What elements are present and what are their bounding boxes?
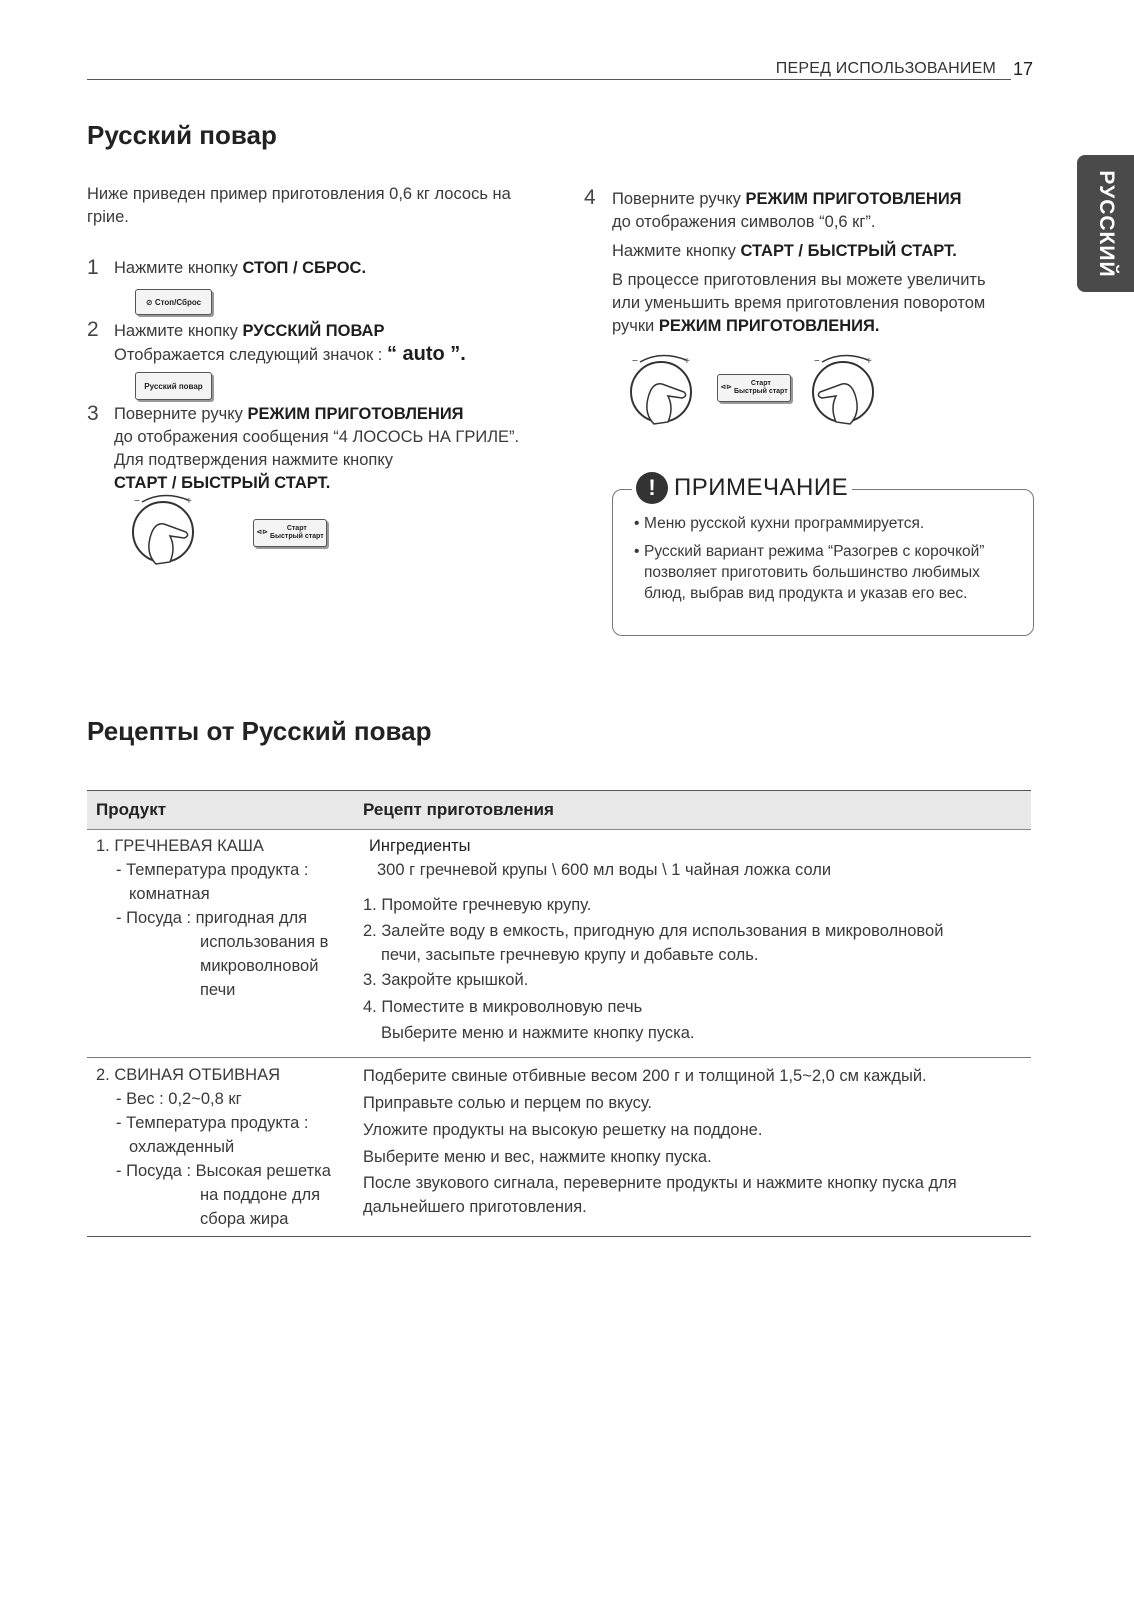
- product-title: 2. СВИНАЯ ОТБИВНАЯ: [96, 1066, 280, 1084]
- note-bullet: • Меню русской кухни программируется.: [634, 513, 1024, 534]
- step-4-para-3-prefix: ручки: [612, 317, 659, 335]
- step-4-line2: до отображения символов “0,6 кг”.: [612, 213, 876, 231]
- start-button-label-1: Старт: [750, 380, 771, 387]
- language-tab-label: РУССКИЙ: [1094, 169, 1118, 278]
- table-row-product: [96, 834, 356, 1002]
- note-header: [632, 472, 852, 504]
- stop-icon: ⊘: [145, 297, 155, 307]
- step-3-line2: до отображения сообщения “4 ЛОСОСЬ НА ГРИЛЕ”.: [114, 428, 520, 446]
- step-4-para-3-bold: РЕЖИМ ПРИГОТОВЛЕНИЯ.: [658, 317, 880, 335]
- table-row-product: [96, 1063, 356, 1231]
- step-4-line3-prefix: Нажмите кнопку: [612, 242, 741, 260]
- product-line: - Температура продукта :: [116, 861, 309, 879]
- recipe-step: 4. Поместите в микроволновую печь: [363, 998, 643, 1016]
- product-line: - Температура продукта :: [116, 1114, 309, 1132]
- step-3-bold: РЕЖИМ ПРИГОТОВЛЕНИЯ: [247, 405, 464, 423]
- start-icon: ⊲⊳: [256, 529, 270, 536]
- svg-text:−: −: [814, 356, 820, 367]
- product-line: на поддоне для: [200, 1186, 321, 1204]
- product-line: - Посуда : пригодная для: [116, 909, 308, 927]
- step-4-para-1: В процессе приготовления вы можете увеличить: [612, 271, 986, 289]
- step-1-prefix: Нажмите кнопку: [114, 259, 243, 277]
- auto-symbol: “ auto ”.: [386, 343, 466, 365]
- start-button-label-1: Старт: [286, 525, 307, 532]
- table-row-recipe: [363, 1063, 1023, 1219]
- recipe-step: Приправьте солью и перцем по вкусу.: [363, 1094, 652, 1112]
- warning-icon: !: [636, 472, 668, 504]
- start-button-label-2: Быстрый старт: [270, 533, 324, 540]
- recipe-step: 2. Залейте воду в емкость, пригодную для использования в микроволновой: [363, 922, 944, 940]
- step-3-line4: СТАРТ / БЫСТРЫЙ СТАРТ.: [114, 474, 331, 492]
- recipe-step: Выберите меню и вес, нажмите кнопку пуска.: [363, 1148, 712, 1166]
- svg-text:+: +: [866, 356, 872, 367]
- table-row-recipe: [363, 834, 1023, 1045]
- dial-knob-icon: [628, 352, 698, 430]
- recipe-step: 3. Закройте крышкой.: [363, 971, 529, 989]
- dial-knob-icon: [810, 352, 880, 430]
- recipe-step: После звукового сигнала, переверните продукты и нажмите кнопку пуска для: [363, 1174, 957, 1192]
- step-4-text: [612, 188, 1032, 338]
- step-2-line2: Отображается следующий значок :: [114, 346, 387, 364]
- table-bottom-rule: [87, 1236, 1031, 1237]
- header-rule: [87, 79, 1011, 80]
- step-4-line3-bold: СТАРТ / БЫСТРЫЙ СТАРТ.: [740, 242, 957, 260]
- step-3-line3: Для подтверждения нажмите кнопку: [114, 451, 393, 469]
- language-tab: [1077, 155, 1134, 292]
- dial-knob-icon: [130, 492, 200, 570]
- svg-text:−: −: [134, 496, 140, 507]
- step-2-prefix: Нажмите кнопку: [114, 322, 243, 340]
- note-body: [634, 513, 1024, 611]
- product-line: сбора жира: [200, 1210, 289, 1228]
- recipe-step: 1. Промойте гречневую крупу.: [363, 896, 592, 914]
- russian-chef-button: [135, 372, 212, 400]
- stop-reset-button-label: Стоп/Сброс: [154, 297, 202, 307]
- start-button-label-2: Быстрый старт: [734, 388, 788, 395]
- product-line: микроволновой: [200, 957, 319, 975]
- product-line: комнатная: [129, 885, 210, 903]
- running-header: ПЕРЕД ИСПОЛЬЗОВАНИЕМ: [775, 60, 996, 77]
- recipe-step: Уложите продукты на высокую решетку на поддоне.: [363, 1121, 763, 1139]
- step-number: 1: [87, 256, 99, 279]
- step-number: 3: [87, 402, 99, 425]
- step-1-bold: СТОП / СБРОС.: [242, 259, 367, 277]
- stop-reset-button: [135, 289, 212, 315]
- step-2-bold: РУССКИЙ ПОВАР: [242, 322, 385, 340]
- column-header-product: Продукт: [96, 800, 167, 819]
- table-header: [87, 791, 1031, 830]
- recipe-step: дальнейшего приготовления.: [363, 1198, 587, 1216]
- step-4-bold: РЕЖИМ ПРИГОТОВЛЕНИЯ: [745, 190, 962, 208]
- step-3-prefix: Поверните ручку: [114, 405, 248, 423]
- recipe-ingredients: 300 г гречневой крупы \ 600 мл воды \ 1 чайная ложка соли: [377, 861, 832, 879]
- column-header-recipe: Рецепт приготовления: [363, 800, 554, 819]
- recipe-step: печи, засыпьте гречневую крупу и добавьте соль.: [381, 946, 759, 964]
- product-line: печи: [200, 981, 236, 999]
- page-number: 17: [1013, 59, 1034, 79]
- svg-text:+: +: [186, 496, 192, 507]
- intro-text: Ниже приведен пример приготовления 0,6 кг лосось на грiие.: [87, 185, 511, 226]
- svg-text:−: −: [632, 356, 638, 367]
- recipe-step: Подберите свиные отбивные весом 200 г и толщиной 1,5~2,0 см каждый.: [363, 1067, 927, 1085]
- product-line: - Посуда : Высокая решетка: [116, 1162, 331, 1180]
- product-line: охлажденный: [129, 1138, 235, 1156]
- start-button: [717, 374, 791, 402]
- start-button: [253, 519, 327, 547]
- step-2-text: [114, 320, 466, 367]
- section-title: Русский повар: [87, 120, 277, 150]
- russian-chef-button-label: Русский повар: [144, 381, 203, 391]
- recipe-step: Выберите меню и нажмите кнопку пуска.: [381, 1024, 695, 1042]
- step-number: 4: [584, 186, 596, 209]
- table-row-divider: [87, 1057, 1031, 1058]
- start-icon: ⊲⊳: [720, 384, 734, 391]
- product-line: - Вес : 0,2~0,8 кг: [116, 1090, 242, 1108]
- svg-text:+: +: [684, 356, 690, 367]
- recipes-title: Рецепты от Русский повар: [87, 716, 432, 746]
- note-title: ПРИМЕЧАНИЕ: [674, 474, 849, 501]
- step-4-para-2: или уменьшить время приготовления поворотом: [612, 294, 986, 312]
- product-line: использования в: [200, 933, 329, 951]
- step-3-text: [114, 403, 554, 495]
- recipe-heading: Ингредиенты: [369, 837, 471, 855]
- note-bullet: • Русский вариант режима “Разогрев с корочкой” позволяет приготовить большинство любимых блюд, выбрав вид продукта и указав его вес.: [634, 541, 1024, 604]
- step-number: 2: [87, 318, 99, 341]
- step-4-prefix: Поверните ручку: [612, 190, 746, 208]
- product-title: 1. ГРЕЧНЕВАЯ КАША: [96, 837, 264, 855]
- step-1-text: [114, 257, 366, 280]
